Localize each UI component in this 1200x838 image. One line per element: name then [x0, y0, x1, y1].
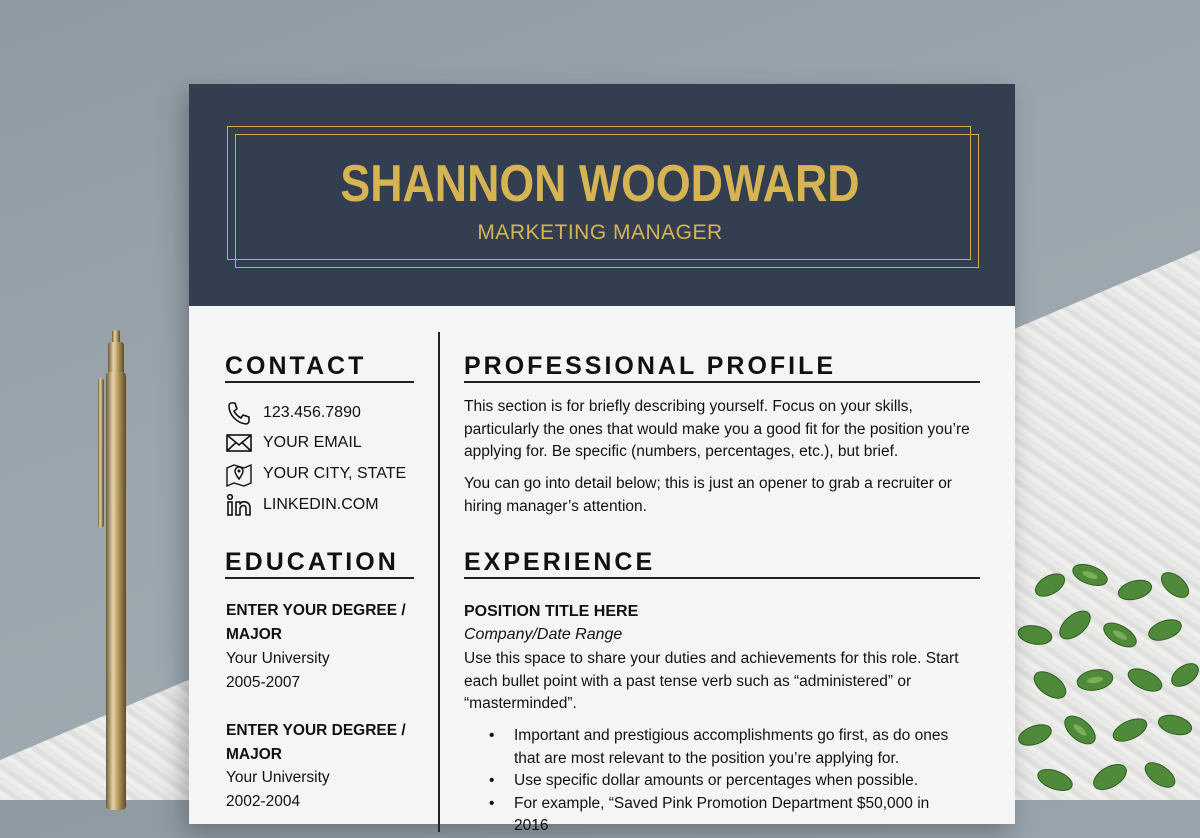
plant-image — [1010, 555, 1200, 800]
company-date: Company/Date Range — [464, 626, 623, 643]
experience-description: Use this space to share your duties and achievements for this role. Start each bullet point with a past tense verb such as “administered” or “masterminded”. — [464, 650, 959, 712]
experience-rule — [464, 577, 980, 579]
resume-role: MARKETING MANAGER — [477, 221, 723, 244]
resume-page — [189, 84, 1015, 834]
resume-header — [189, 84, 1015, 306]
contact-email — [225, 430, 362, 456]
linkedin-icon — [225, 492, 253, 518]
contact-email-text: YOUR EMAIL — [263, 434, 362, 451]
profile-rule — [464, 381, 980, 383]
experience-bullets — [489, 725, 959, 838]
list-item: • Use specific dollar amounts or percentages when possible. — [489, 770, 959, 793]
experience-heading: EXPERIENCE — [464, 548, 656, 576]
map-pin-icon — [225, 461, 253, 487]
contact-location-text: YOUR CITY, STATE — [263, 465, 407, 482]
contact-heading: CONTACT — [225, 352, 367, 380]
profile-heading: PROFESSIONAL PROFILE — [464, 352, 837, 380]
contact-linkedin — [225, 492, 379, 518]
contact-rule — [225, 381, 414, 383]
list-item: • Important and prestigious accomplishments go first, as do ones that are most relevant to the position you’re applying for. — [489, 725, 959, 770]
education-degree: ENTER YOUR DEGREE / MAJOR — [226, 722, 406, 763]
column-divider — [438, 332, 440, 832]
education-degree: ENTER YOUR DEGREE / MAJOR — [226, 602, 406, 643]
contact-linkedin-text: LINKEDIN.COM — [263, 496, 379, 513]
profile-paragraph-2: You can go into detail below; this is just an opener to grab a recruiter or hiring manager’s attention. — [464, 475, 952, 515]
profile-paragraph-1: This section is for briefly describing yourself. Focus on your skills, particularly the ones that would make you a good fit for the position you’re applying for. Be specific (numbers, percentages, etc.), but brief. — [464, 398, 970, 460]
pen-image — [98, 330, 132, 810]
list-item: • For example, “Saved Pink Promotion Department $50,000 in 2016 — [489, 793, 959, 838]
resume-name: SHANNON WOODWARD — [340, 155, 860, 213]
education-dates: 2002-2004 — [226, 793, 301, 810]
contact-phone — [225, 400, 361, 426]
position-title: POSITION TITLE HERE — [464, 603, 639, 620]
education-heading: EDUCATION — [225, 548, 399, 576]
contact-phone-text: 123.456.7890 — [263, 404, 361, 421]
education-school: Your University — [226, 769, 330, 786]
education-school: Your University — [226, 650, 330, 667]
contact-location — [225, 461, 406, 487]
education-rule — [225, 577, 414, 579]
phone-icon — [225, 400, 253, 426]
envelope-icon — [225, 430, 253, 456]
education-dates: 2005-2007 — [226, 674, 301, 691]
